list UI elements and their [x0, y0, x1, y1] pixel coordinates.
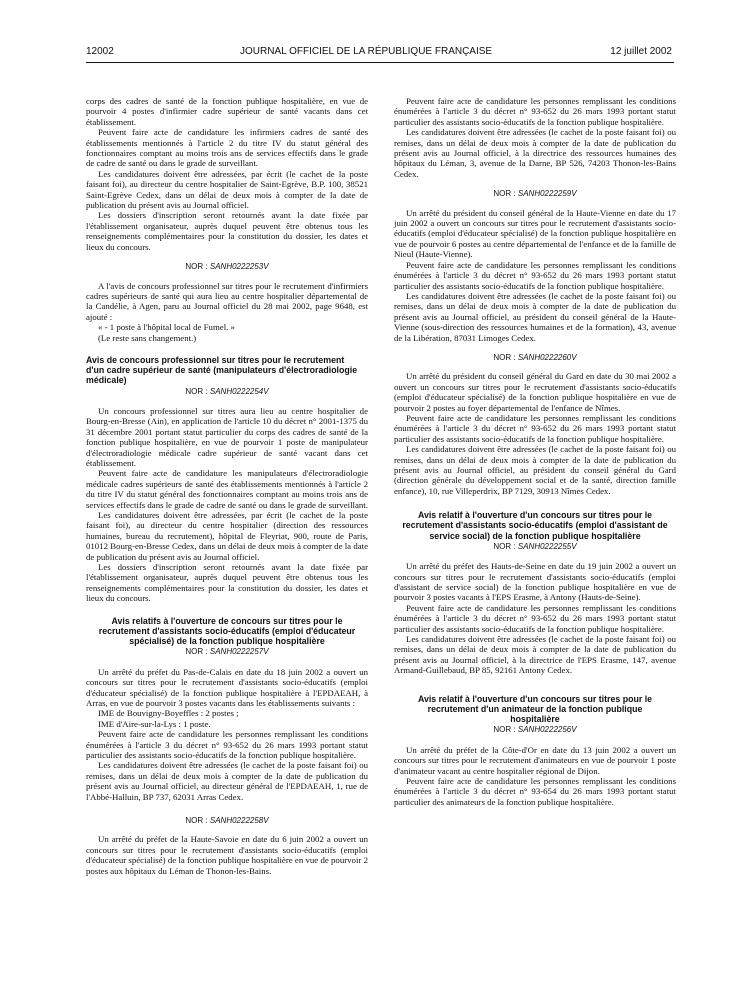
- paragraph: Les dossiers d'inscription seront retournés avant la date fixée par l'établissement organisateur, auprès duquel peuvent être obtenus tous les renseignements complémentaires pour la constitution du dossier, les dates et lieux du concours.: [86, 562, 368, 604]
- paragraph: Peuvent faire acte de candidature les manipulateurs d'électroradiologie médicale cadres supérieurs de santé des établissements mentionnés à l'article 2 du titre IV du statut général des fonctionnaires comptant au moins trois ans de services effectifs dans le grade de cadre de santé ou dans le grade de surveillant.: [86, 468, 368, 510]
- section-title: Avis relatifs à l'ouverture de concours sur titres pour le recrutement d'assistants socio-éducatifs (emploi d'éducateur spécialisé) de la fonction publique hospitalière: [98, 615, 356, 647]
- nor-code: SANH0222258V: [209, 815, 269, 825]
- nor-label: NOR :: [493, 725, 516, 735]
- journal-title: JOURNAL OFFICIEL DE LA RÉPUBLIQUE FRANÇAISE: [240, 46, 493, 57]
- nor-reference: [394, 353, 676, 363]
- paragraph: Peuvent faire acte de candidature les infirmiers cadres de santé des établissements mentionnés à l'article 2 du titre IV du statut général des fonctionnaires comptant au moins trois ans de services effectifs dans le grade de cadre de santé ou dans le grade de surveillant.: [86, 127, 368, 169]
- paragraph: Les candidatures doivent être adressées, par écrit (le cachet de la poste faisant foi), au directeur du centre hospitalier de Saint-Egrève, B.P. 100, 38521 Saint-Egrève Cedex, dans un délai de deux mois à compter de la date de publication du présent avis au Journal officiel.: [86, 168, 368, 211]
- paragraph: Les candidatures doivent être adressées, par écrit (le cachet de la poste faisant foi), au directeur du centre hospitalier (direction des ressources humaines, bureau du recrutement), hôpital de Fleyriat, 900, route de Paris, 01012 Bourg-en-Bresse Cedex, dans un délai de deux mois à compter de la date de publication du présent avis au Journal officiel.: [86, 510, 368, 562]
- nor-reference: [394, 725, 676, 735]
- paragraph: « - 1 poste à l'hôpital local de Fumel. »: [98, 322, 235, 333]
- nor-code: SANH0222259V: [517, 189, 577, 199]
- paragraph: Un arrêté du président du conseil général du Gard en date du 30 mai 2002 a ouvert un concours sur titres pour le recrutement d'assistants socio-éducatifs (emploi d'éducateur spécialisé) de la fonction publique hospitalière en vue de pourvoir 2 postes au foyer départemental de l'enfance de Nîmes.: [394, 371, 676, 413]
- paragraph: Les candidatures doivent être adressées (le cachet de la poste faisant foi) ou remises, dans un délai de deux mois à compter de la date de publication du présent avis au Journal officiel, à la directrice des ressources humaines des hôpitaux du Léman, 3, avenue de la Darne, BP 526, 74203 Thonon-les-Bains Cedex.: [394, 127, 676, 179]
- nor-code: SANH0222257V: [209, 647, 269, 657]
- nor-code: SANH0222254V: [209, 386, 269, 396]
- nor-code: SANH0222260V: [517, 352, 577, 362]
- paragraph: Peuvent faire acte de candidature les personnes remplissant les conditions énumérées à l'article 3 du décret n° 93-652 du 26 mars 1993 portant statut particulier des assistants socio-éducatifs de la fonction publique hospitalière.: [394, 259, 676, 291]
- paragraph: Les candidatures doivent être adressées (le cachet de la poste faisant foi) ou remises, dans un délai de deux mois à compter de la date de publication du présent avis au Journal officiel, à la directrice de l'EPS Erasme, 147, avenue Armand-Guillebaud, BP 85, 92161 Antony Cedex.: [394, 634, 676, 676]
- paragraph: Peuvent faire acte de candidature les personnes remplissant les conditions énumérées à l'article 3 du décret n° 93-652 du 26 mars 1993 portant statut particulier des assistants socio-éducatifs de la fonction publique hospitalière.: [86, 729, 368, 760]
- paragraph: Un arrêté du préfet des Hauts-de-Seine en date du 19 juin 2002 a ouvert un concours sur titres pour le recrutement d'assistants socio-éducatifs (emploi d'assistant de service social) de la fonction publique hospitalière en vue de pourvoir 3 postes vacants à l'EPS Erasme, à Antony (Hauts-de-Seine).: [394, 561, 676, 603]
- paragraph: Les candidatures doivent être adressées (le cachet de la poste faisant foi) ou remises, dans un délai de deux mois à compter de la date de publication du présent avis au Journal officiel, au président du conseil général du Gard (direction générale du développement social et de la santé, direction famille enfance), 10, rue Villeperdrix, BP 7129, 30913 Nîmes Cedex.: [394, 444, 676, 496]
- paragraph: corps des cadres de santé de la fonction publique hospitalière, en vue de pourvoir 4 postes d'infirmier cadre supérieur de santé vacants dans cet établissement.: [86, 96, 368, 127]
- paragraph: A l'avis de concours professionnel sur titres pour le recrutement d'infirmiers cadres supérieurs de santé qui aura lieu au centre hospitalier départemental de la Candélie, à Agen, paru au Journal officiel du 28 mai 2002, page 9648, est ajouté :: [86, 280, 368, 322]
- nor-label: NOR :: [185, 386, 208, 396]
- nor-reference: [86, 647, 368, 657]
- paragraph: Les candidatures doivent être adressées (le cachet de la poste faisant foi) ou remises, dans un délai de deux mois à compter de la date de publication du présent avis au Journal officiel, au président du conseil général de la Haute-Vienne (sous-direction des ressources humaines et de la formation), 43, avenue de la Libération, 87031 Limoges Cedex.: [394, 290, 676, 343]
- paragraph: Peuvent faire acte de candidature les personnes remplissant les conditions énumérées à l'article 3 du décret n° 93-652 du 26 mars 1993 portant statut particulier des assistants socio-éducatifs de la fonction publique hospitalière.: [394, 96, 676, 127]
- list-line: IME de Bouvigny-Boyeffles : 2 postes ;: [98, 708, 239, 719]
- nor-reference: [86, 816, 368, 826]
- paragraph: Les dossiers d'inscription seront retournés avant la date fixée par l'établissement organisateur, auprès duquel peuvent être obtenus tous les renseignements complémentaires pour la constitution du dossier, les dates et lieux du concours.: [86, 210, 368, 252]
- page-number: 12002: [86, 46, 114, 57]
- issue-date: 12 juillet 2002: [610, 46, 672, 57]
- paragraph: Peuvent faire acte de candidature les personnes remplissant les conditions énumérées à l'article 3 du décret n° 93-654 du 26 mars 1993 portant statut particulier des animateurs de la fonction publique hospitalière.: [394, 775, 676, 807]
- paragraph: Un arrêté du préfet de la Haute-Savoie en date du 6 juin 2002 a ouvert un concours sur titres pour le recrutement d'assistants socio-éducatifs (emploi d'éducateur spécialisé) de la fonction publique hospitalière en vue de pourvoir 2 postes aux hôpitaux du Léman de Thonon-les-Bains.: [86, 834, 368, 876]
- nor-reference: [86, 262, 368, 272]
- nor-reference: [86, 387, 368, 397]
- nor-code: SANH0222255V: [517, 541, 577, 551]
- paragraph: Un concours professionnel sur titres aura lieu au centre hospitalier de Bourg-en-Bresse (Ain), en application de l'article 10 du décret n° 2001-1375 du 31 décembre 2001 portant statut particulier du corps des cadres de santé de la fonction publique hospitalière, en vue de pourvoir 1 poste de manipulateur d'électroradiologie médicale cadre supérieur de santé vacant dans cet établissement.: [86, 405, 368, 468]
- paragraph: Les candidatures doivent être adressées (le cachet de la poste faisant foi) ou remises, dans un délai de deux mois à compter de la date de publication du présent avis au Journal officiel, au directeur général de l'EPDAEAH, 1, rue de l'Abbé-Halluin, BP 737, 62031 Arras Cedex.: [86, 760, 368, 802]
- section-title: Avis relatif à l'ouverture d'un concours sur titres pour le recrutement d'assistants socio-éducatifs (emploi d'assistant de service social) de la fonction publique hospitalière: [402, 510, 668, 541]
- nor-label: NOR :: [493, 352, 516, 362]
- section-title: Avis relatif à l'ouverture d'un concours sur titres pour le recrutement d'un animateur de la fonction publique hospitalière: [417, 693, 653, 725]
- paragraph: Un arrêté du préfet du Pas-de-Calais en date du 18 juin 2002 a ouvert un concours sur titres pour le recrutement d'assistants socio-éducatifs (emploi d'éducateur spécialisé) de la fonction publique hospitalière à l'EPDAEAH, à Arras, en vue de pourvoir 3 postes vacants dans les établissements suivants :: [86, 666, 368, 708]
- left-column: [86, 96, 368, 876]
- header-rule: [86, 62, 674, 63]
- paragraph: Un arrêté du président du conseil général de la Haute-Vienne en date du 17 juin 2002 a ouvert un concours sur titres pour le recrutement d'assistants socio-éducatifs (emploi d'éducateur spécialisé) de la fonction publique hospitalière en vue de pourvoir 6 postes au centre départemental de l'enfance et de la famille de Nieul (Haute-Vienne).: [394, 207, 676, 260]
- right-column: [394, 96, 676, 807]
- nor-label: NOR :: [493, 541, 516, 551]
- nor-label: NOR :: [185, 647, 208, 657]
- nor-label: NOR :: [185, 815, 208, 825]
- nor-reference: [394, 189, 676, 199]
- paragraph: Un arrêté du préfet de la Côte-d'Or en date du 13 juin 2002 a ouvert un concours sur titres pour le recrutement d'animateurs en vue de pourvoir 1 poste d'animateur vacant au centre hospitalier régional de Dijon.: [394, 744, 676, 776]
- paragraph: (Le reste sans changement.): [98, 332, 197, 343]
- paragraph: Peuvent faire acte de candidature les personnes remplissant les conditions énumérées à l'article 3 du décret n° 93-652 du 26 mars 1993 portant statut particulier des assistants socio-éducatifs de la fonction publique hospitalière.: [394, 602, 676, 634]
- paragraph: Peuvent faire acte de candidature les personnes remplissant les conditions énumérées à l'article 3 du décret n° 93-652 du 26 mars 1993 portant statut particulier des assistants socio-éducatifs de la fonction publique hospitalière.: [394, 412, 676, 444]
- nor-reference: [394, 542, 676, 552]
- nor-code: SANH0222253V: [209, 262, 269, 272]
- nor-code: SANH0222256V: [517, 725, 577, 735]
- nor-label: NOR :: [493, 189, 516, 199]
- section-title: Avis de concours professionnel sur titres pour le recrutement d'un cadre supérieur de santé (manipulateurs d'électroradiologie médicale): [86, 354, 358, 386]
- nor-label: NOR :: [185, 262, 208, 272]
- list-line: IME d'Aire-sur-la-Lys : 1 poste.: [98, 718, 211, 729]
